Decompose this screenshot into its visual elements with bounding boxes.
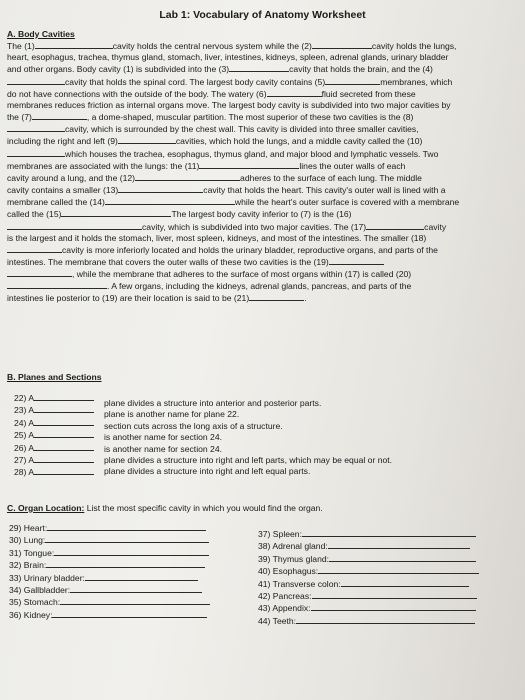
- paragraph-text: cavity that holds the spinal cord. The largest body cavity contains (5): [65, 76, 326, 87]
- answer-blank[interactable]: [45, 534, 209, 543]
- organ-label: 44) Teeth:: [258, 615, 297, 626]
- plane-question-text: is another name for section 24.: [104, 432, 222, 443]
- organ-list-right: [258, 528, 488, 627]
- organ-question: [258, 540, 488, 552]
- paragraph-text: membranes are associated with the lungs: the (11): [7, 160, 200, 171]
- answer-blank[interactable]: [7, 244, 62, 253]
- paragraph-line: [7, 196, 497, 208]
- organ-label: 29) Heart:: [9, 523, 48, 533]
- answer-blank[interactable]: [7, 280, 107, 289]
- answer-blank[interactable]: [312, 590, 477, 599]
- answer-blank[interactable]: [7, 268, 72, 277]
- answer-blank[interactable]: [249, 292, 307, 304]
- answer-blank[interactable]: [7, 148, 65, 157]
- paragraph-text: cavity is more inferiorly located and holds the urinary bladder, reproductive organs, and parts of the: [62, 244, 438, 255]
- plane-number-label: 22) A: [14, 393, 35, 403]
- organ-label: 38) Adrenal gland:: [258, 541, 328, 552]
- answer-blank[interactable]: [70, 584, 201, 593]
- paragraph-text: is the largest and it holds the stomach, liver, most spleen, kidneys, and most of the intestines. The smaller (18): [7, 232, 427, 243]
- organ-label: 40) Esophagus:: [258, 566, 319, 577]
- paragraph-text: cavity: [424, 221, 447, 232]
- organ-question: [9, 609, 229, 621]
- paragraph-line: [7, 63, 497, 75]
- organ-question: [9, 584, 229, 596]
- answer-blank[interactable]: [85, 572, 198, 581]
- answer-blank[interactable]: [229, 63, 289, 72]
- paragraph-text: .: [304, 293, 307, 304]
- answer-blank[interactable]: [318, 565, 479, 574]
- paragraph-text: membrane called the (14): [7, 197, 105, 208]
- paragraph-line: [7, 280, 497, 292]
- paragraph-line: [7, 88, 497, 100]
- planes-question-texts: [104, 398, 444, 478]
- paragraph-text: adheres to the surface of each lung. The middle: [240, 172, 422, 183]
- plane-number-label: 24) A: [14, 417, 35, 428]
- answer-blank[interactable]: [34, 454, 94, 463]
- answer-blank[interactable]: [302, 528, 476, 537]
- answer-blank[interactable]: [34, 404, 94, 413]
- paragraph-text: cavity holds the lungs,: [371, 41, 457, 52]
- answer-blank[interactable]: [135, 172, 240, 181]
- organ-label: 43) Appendix:: [258, 603, 311, 614]
- paragraph-text: called the (15): [7, 209, 62, 220]
- organ-label: 35) Stomach:: [9, 597, 61, 608]
- answer-blank[interactable]: [34, 466, 94, 475]
- organ-question: [9, 572, 229, 584]
- organ-question: [258, 615, 488, 627]
- paragraph-line: [7, 160, 497, 172]
- paragraph-text: and other organs. Body cavity (1) is subdivided into the (3): [7, 64, 230, 75]
- paragraph-text: cavity around a lung, and the (12): [7, 172, 136, 183]
- organ-label: 32) Brain:: [9, 560, 47, 571]
- answer-blank[interactable]: [105, 196, 235, 205]
- answer-blank[interactable]: [46, 559, 205, 568]
- answer-blank[interactable]: [366, 221, 424, 230]
- answer-blank[interactable]: [199, 160, 299, 169]
- answer-blank[interactable]: [7, 221, 142, 230]
- answer-blank[interactable]: [34, 429, 94, 438]
- paragraph-line: [7, 184, 497, 196]
- answer-blank[interactable]: [35, 40, 113, 49]
- organ-label: 31) Tongue:: [9, 547, 55, 558]
- plane-number-label: 25) A: [14, 430, 35, 441]
- plane-number-label: 23) A: [14, 405, 35, 416]
- plane-question-text: plane is another name for plane 22.: [104, 409, 240, 420]
- plane-question-text: plane divides a structure into right and left parts, which may be equal or not.: [104, 455, 393, 466]
- answer-blank[interactable]: [329, 553, 476, 562]
- organ-question: [258, 565, 488, 577]
- organ-question: [9, 596, 229, 608]
- organ-label: 39) Thymus gland:: [258, 553, 330, 564]
- paragraph-text: , while the membrane that adheres to the surface of most organs within (17) is called (20): [72, 269, 412, 280]
- paragraph-text: membranes reduces friction as internal organs move. The largest body cavity is subdivided into two major cavities by: [7, 99, 451, 110]
- paragraph-line: [7, 148, 497, 160]
- answer-blank[interactable]: [34, 417, 94, 426]
- paragraph-line: [7, 221, 497, 233]
- paragraph-line: [7, 100, 497, 111]
- worksheet-title: Lab 1: Vocabulary of Anatomy Worksheet: [159, 9, 366, 21]
- paragraph-text: membranes, which: [380, 76, 453, 87]
- paragraph-line: [7, 208, 497, 220]
- answer-blank[interactable]: [328, 540, 470, 549]
- answer-blank[interactable]: [34, 392, 94, 401]
- answer-blank[interactable]: [329, 256, 384, 265]
- paragraph-text: , a dome-shaped, muscular partition. The most superior of these two cavities is the (8): [86, 112, 414, 123]
- paragraph-text: cavity that holds the brain, and the (4): [289, 64, 433, 75]
- paragraph-line: [7, 268, 497, 280]
- paragraph-line: [7, 52, 497, 63]
- paragraph-line: [7, 76, 497, 88]
- paragraph-text: while the heart's outer surface is covered with a membrane: [234, 197, 460, 208]
- paragraph-text: cavity that holds the heart. This cavity's outer wall is lined with a: [203, 185, 446, 196]
- answer-blank[interactable]: [7, 123, 65, 132]
- answer-blank[interactable]: [325, 76, 380, 85]
- paragraph-text: lines the outer walls of each: [299, 160, 406, 171]
- organ-label: 42) Pancreas:: [258, 591, 312, 602]
- organ-label: 34) Gallbladder:: [9, 585, 71, 596]
- paragraph-line: [7, 256, 497, 268]
- plane-question-text: section cuts across the long axis of a structure.: [104, 420, 283, 431]
- paragraph-text: The largest body cavity inferior to (7) is the (16): [171, 209, 352, 220]
- paragraph-text: which houses the trachea, esophagus, thymus gland, and major blood and lymphatic vessels. Two: [65, 148, 439, 159]
- answer-blank[interactable]: [61, 208, 171, 217]
- section-b-heading: B. Planes and Sections: [7, 372, 102, 382]
- paragraph-line: [7, 111, 497, 123]
- section-body-cavities: [7, 29, 497, 305]
- section-a-text: [7, 40, 497, 304]
- plane-question-text: plane divides a structure into anterior and posterior parts.: [104, 398, 322, 408]
- answer-blank[interactable]: [341, 578, 469, 587]
- plane-question-text: plane divides a structure into right and left equal parts.: [104, 466, 311, 477]
- section-c-heading: C. Organ Location:: [7, 503, 85, 513]
- paragraph-line: [7, 292, 497, 304]
- paragraph-text: fluid secreted from these: [321, 88, 416, 99]
- paragraph-text: cavity holds the central nervous system while the (2): [112, 41, 312, 52]
- paragraph-line: [7, 233, 497, 244]
- paragraph-line: [7, 135, 497, 147]
- answer-blank[interactable]: [7, 76, 65, 85]
- section-planes: [7, 372, 497, 383]
- organ-question: [258, 578, 488, 590]
- paragraph-text: including the right and left (9): [7, 136, 118, 147]
- plane-number-label: 26) A: [14, 442, 35, 453]
- answer-blank[interactable]: [60, 596, 210, 605]
- paragraph-text: heart, esophagus, trachea, thymus gland, stomach, liver, intestines, kidneys, spleen, adrenal glands, urinary bladder: [7, 52, 449, 63]
- organ-question: [9, 534, 229, 546]
- answer-blank[interactable]: [118, 135, 176, 144]
- organ-question: [258, 553, 488, 565]
- answer-blank[interactable]: [34, 442, 94, 451]
- paragraph-line: [7, 40, 497, 52]
- organ-label: 36) Kidney:: [9, 609, 53, 620]
- paragraph-line: [7, 244, 497, 256]
- paragraph-text: cavities, which hold the lungs, and a middle cavity called the (10): [175, 136, 423, 147]
- paragraph-text: cavity, which is subdivided into two major cavities. The (17): [142, 221, 367, 232]
- paragraph-line: [7, 123, 497, 135]
- section-c-intro: List the most specific cavity in which you would find the organ.: [86, 503, 323, 513]
- paragraph-text: intestines. The membrane that covers the outer walls of these two cavities is the (19): [7, 256, 329, 267]
- paragraph-text: . A few organs, including the kidneys, adrenal glands, pancreas, and parts of the: [107, 281, 412, 292]
- answer-blank[interactable]: [54, 547, 208, 556]
- paragraph-line: [7, 172, 497, 184]
- paragraph-text: intestines lie posterior to (19) are their location is said to be (21): [7, 293, 250, 304]
- paragraph-text: do not have connections with the outside of the body. The watery (6): [7, 88, 267, 99]
- section-organ-location: [7, 503, 497, 514]
- answer-blank[interactable]: [118, 184, 203, 193]
- organ-list-left: [9, 522, 229, 621]
- plane-number-label: 27) A: [14, 455, 35, 466]
- answer-blank[interactable]: [47, 522, 206, 531]
- organ-question: [258, 528, 488, 540]
- answer-blank[interactable]: [296, 615, 475, 624]
- organ-question: [258, 602, 488, 614]
- section-a-heading: A. Body Cavities: [7, 29, 75, 39]
- organ-question: [258, 590, 488, 602]
- organ-question: [9, 522, 229, 534]
- organ-question: [9, 559, 229, 571]
- paragraph-text: cavity, which is surrounded by the chest wall. This cavity is divided into three smaller cavities,: [65, 124, 419, 135]
- answer-blank[interactable]: [52, 609, 206, 618]
- organ-label: 30) Lung:: [9, 535, 46, 546]
- organ-label: 33) Urinary bladder:: [9, 572, 85, 583]
- organ-label: 37) Spleen:: [258, 529, 302, 539]
- answer-blank[interactable]: [311, 602, 476, 611]
- answer-blank[interactable]: [312, 40, 372, 49]
- paragraph-text: The (1): [7, 41, 35, 52]
- paragraph-text: the (7): [7, 112, 32, 123]
- paragraph-text: cavity contains a smaller (13): [7, 185, 119, 196]
- answer-blank[interactable]: [32, 111, 87, 120]
- answer-blank[interactable]: [267, 88, 322, 97]
- organ-question: [9, 547, 229, 559]
- plane-question-text: is another name for section 24.: [104, 443, 222, 454]
- organ-label: 41) Transverse colon:: [258, 578, 341, 589]
- plane-number-label: 28) A: [14, 467, 35, 478]
